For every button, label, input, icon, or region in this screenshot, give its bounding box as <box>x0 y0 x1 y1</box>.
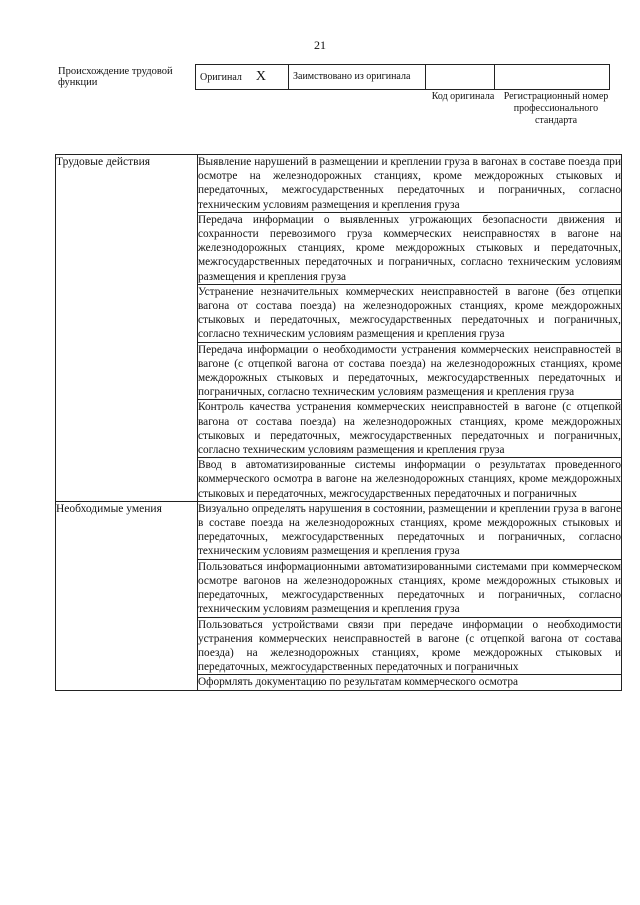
origin-table <box>195 64 610 90</box>
list-item: Ввод в автоматизированные системы информации о результатах проведенного коммерческого осмотра в вагоне на железнодорожных станциях, кроме междорожных стыковых и передаточных, межгосударственных передаточных и пограничных <box>198 459 621 500</box>
list-item: Выявление нарушений в размещении и креплении груза в вагонах в составе поезда при осмотре на железнодорожных станциях, кроме междорожных стыковых и передаточных, межгосударственных передаточных и пограничных, согласно техническим условиям размещения и крепления груза <box>198 156 621 211</box>
table-row <box>56 501 622 559</box>
borrowed-cell: Заимствовано из оригинала <box>289 65 426 90</box>
page-number: 21 <box>314 38 326 52</box>
origin-label: Происхождение трудовой функции <box>58 66 173 88</box>
reg-number-caption: Регистрационный номер профессионального стандарта <box>503 91 609 126</box>
code-caption: Код оригинала <box>431 91 495 102</box>
original-cell <box>196 65 289 90</box>
list-item: Устранение незначительных коммерческих неисправностей в вагоне (без отцепки вагона от состава поезда) на железнодорожных станциях, кроме междорожных стыковых и передаточных, межгосударственных передаточных и пограничных, согласно техническим условиям размещения и крепления груза <box>198 285 621 341</box>
table-row <box>56 155 622 213</box>
reg-number-cell <box>495 65 610 90</box>
original-mark: X <box>255 68 267 84</box>
list-item: Передача информации о выявленных угрожающих безопасности движения и сохранности перевозимого груза коммерческих неисправностях в вагоне на железнодорожных станциях, кроме междорожных стыковых и передаточных, межгосударственных передаточных и пограничных, согласно техническим условиям размещения и крепления груза <box>198 213 621 283</box>
functions-table <box>55 154 622 691</box>
list-item: Оформлять документацию по результатам коммерческого осмотра <box>198 675 622 690</box>
list-item: Контроль качества устранения коммерческих неисправностей в вагоне (с отцепкой вагона от состава поезда) на железнодорожных станциях, кроме междорожных стыковых и передаточных, межгосударственных передаточных и пограничных, согласно техническим условиям размещения и крепления груза <box>198 401 621 457</box>
code-cell <box>426 65 495 90</box>
list-item: Пользоваться устройствами связи при передаче информации о необходимости устранения коммерческих неисправностей в вагоне (с отцепкой вагона от состава поезда) на железнодорожных станциях, кроме междорожных стыковых и передаточных, межгосударственных передаточных и пограничных <box>198 618 621 674</box>
group-label-actions: Трудовые действия <box>56 155 198 502</box>
list-item: Визуально определять нарушения в состоянии, размещении и креплении груза в вагоне в составе поезда на железнодорожных станциях, кроме междорожных стыковых и передаточных, межгосударственных передаточных и пограничных, согласно техническим условиям размещения и крепления груза <box>198 502 621 558</box>
list-item: Передача информации о необходимости устранения коммерческих неисправностей в вагоне (с отцепкой вагона от состава поезда) на железнодорожных станциях, кроме междорожных стыковых и передаточных, межгосударственных передаточных и пограничных, согласно техническим условиям размещения и крепления груза <box>198 343 621 399</box>
original-label: Оригинал <box>200 71 242 83</box>
list-item: Пользоваться информационными автоматизированными системами при коммерческом осмотре вагонов на железнодорожных станциях, кроме междорожных стыковых и передаточных, межгосударственных передаточных и пограничных, согласно техническим условиям размещения и крепления груза <box>198 560 621 616</box>
group-label-skills: Необходимые умения <box>56 501 198 690</box>
